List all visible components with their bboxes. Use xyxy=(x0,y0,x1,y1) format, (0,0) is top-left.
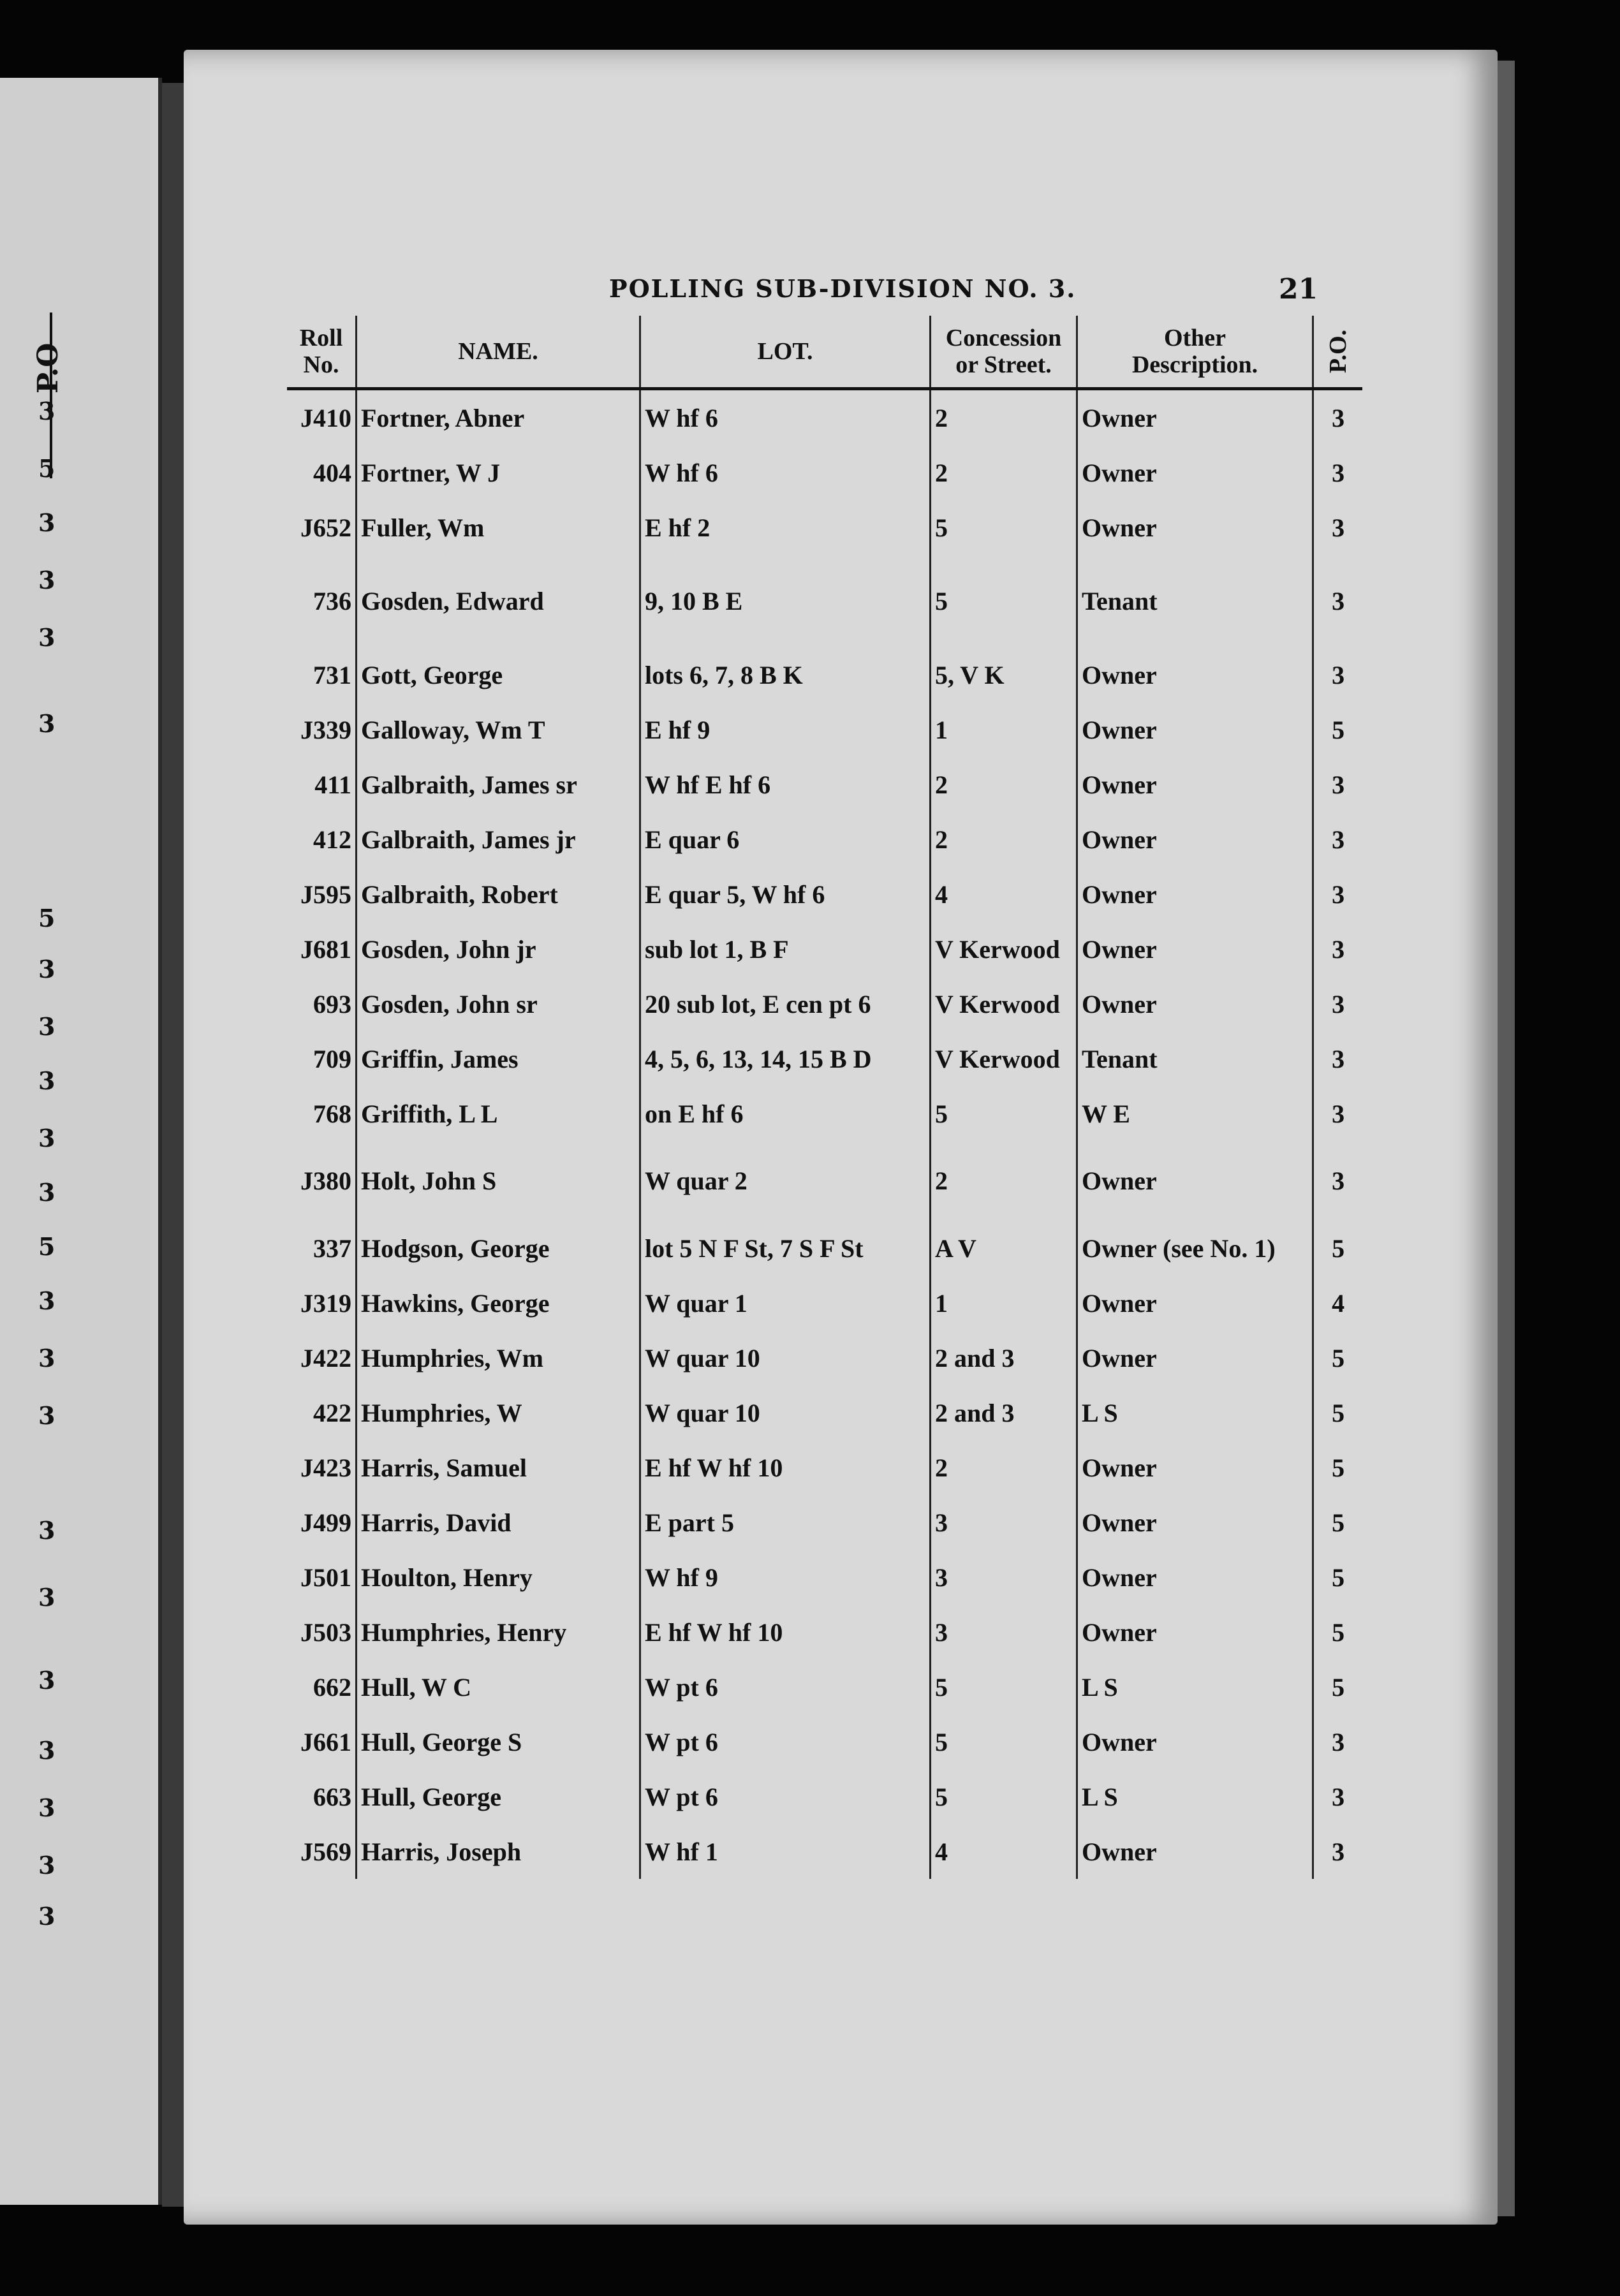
cell-concession: V Kerwood xyxy=(931,1031,1077,1086)
cell-po: 5 xyxy=(1332,1233,1345,1263)
cell-lot: W hf 6 xyxy=(640,389,931,446)
cell-po: 3 xyxy=(1332,513,1345,542)
cell-concession: 5 xyxy=(931,555,1077,647)
cell-name: Harris, David xyxy=(357,1495,640,1550)
cell-po: 5 xyxy=(1332,715,1345,744)
table-row xyxy=(287,1141,1362,1221)
left-page-po-value: 3 xyxy=(38,1066,55,1095)
cell-concession: 2 and 3 xyxy=(931,1385,1077,1440)
table-row xyxy=(287,1440,1362,1495)
cell-name: Holt, John S xyxy=(357,1141,640,1221)
cell-other-description: Owner xyxy=(1077,1550,1313,1605)
cell-po: 3 xyxy=(1332,1044,1345,1073)
cell-lot: E part 5 xyxy=(640,1495,931,1550)
cell-name: Humphries, W xyxy=(357,1385,640,1440)
table-row xyxy=(287,1824,1362,1879)
table-row xyxy=(287,1221,1362,1276)
cell-concession: 2 xyxy=(931,757,1077,812)
cell-roll-number: 411 xyxy=(287,757,357,812)
cell-concession: 5 xyxy=(931,1769,1077,1824)
cell-name: Galbraith, Robert xyxy=(357,867,640,922)
table-row xyxy=(287,1086,1362,1141)
left-page-po-label: P.O xyxy=(32,342,64,394)
cell-po: 3 xyxy=(1332,989,1345,1019)
cell-roll-number: 709 xyxy=(287,1031,357,1086)
cell-po: 5 xyxy=(1332,1453,1345,1482)
cell-other-description: Owner xyxy=(1077,757,1313,812)
cell-other-description: L S xyxy=(1077,1385,1313,1440)
cell-po: 5 xyxy=(1332,1617,1345,1647)
column-header-lot: LOT. xyxy=(640,316,931,389)
cell-concession: A V xyxy=(931,1221,1077,1276)
cell-po: 3 xyxy=(1332,403,1345,432)
cell-concession: 5 xyxy=(931,1086,1077,1141)
cell-concession: 5 xyxy=(931,1714,1077,1769)
left-page-po-value: 3 xyxy=(38,566,55,594)
book-gutter xyxy=(162,83,184,2207)
cell-other-description: W E xyxy=(1077,1086,1313,1141)
cell-po: 3 xyxy=(1332,1782,1345,1811)
cell-name: Humphries, Wm xyxy=(357,1330,640,1385)
cell-roll-number: 663 xyxy=(287,1769,357,1824)
cell-roll-number: 412 xyxy=(287,812,357,867)
table-row xyxy=(287,647,1362,702)
cell-roll-number: J423 xyxy=(287,1440,357,1495)
cell-roll-number: J410 xyxy=(287,389,357,446)
cell-roll-number: J503 xyxy=(287,1605,357,1659)
cell-concession: 3 xyxy=(931,1495,1077,1550)
left-page-po-value: 3 xyxy=(38,709,55,738)
left-page-po-value: 3 xyxy=(38,1736,55,1765)
column-header-name: NAME. xyxy=(357,316,640,389)
cell-po: 3 xyxy=(1332,660,1345,689)
left-page-po-value: 3 xyxy=(38,1793,55,1822)
cell-roll-number: J319 xyxy=(287,1276,357,1330)
cell-lot: E quar 6 xyxy=(640,812,931,867)
cell-name: Harris, Samuel xyxy=(357,1440,640,1495)
cell-other-description: Owner xyxy=(1077,702,1313,757)
table-row xyxy=(287,1330,1362,1385)
cell-roll-number: J595 xyxy=(287,867,357,922)
column-header-roll: Roll No. xyxy=(287,316,357,389)
cell-other-description: Owner xyxy=(1077,1276,1313,1330)
left-page-po-value: 5 xyxy=(38,904,55,932)
left-page-po-value: 3 xyxy=(38,1286,55,1315)
cell-roll-number: J652 xyxy=(287,500,357,555)
cell-other-description: Owner xyxy=(1077,1141,1313,1221)
cell-roll-number: J339 xyxy=(287,702,357,757)
cell-other-description: L S xyxy=(1077,1769,1313,1824)
cell-name: Galbraith, James jr xyxy=(357,812,640,867)
column-header-concession: Concession or Street. xyxy=(931,316,1077,389)
cell-po: 3 xyxy=(1332,1099,1345,1128)
table-row xyxy=(287,555,1362,647)
cell-other-description: Owner xyxy=(1077,867,1313,922)
cell-lot: E quar 5, W hf 6 xyxy=(640,867,931,922)
cell-lot: 9, 10 B E xyxy=(640,555,931,647)
cell-other-description: Owner xyxy=(1077,812,1313,867)
left-page-po-value: 3 xyxy=(38,1401,55,1430)
cell-concession: 4 xyxy=(931,867,1077,922)
left-page-po-value: 3 xyxy=(38,508,55,537)
cell-other-description: Owner xyxy=(1077,1495,1313,1550)
cell-roll-number: J380 xyxy=(287,1141,357,1221)
cell-po: 3 xyxy=(1332,1166,1345,1195)
cell-lot: W pt 6 xyxy=(640,1714,931,1769)
cell-concession: V Kerwood xyxy=(931,922,1077,976)
cell-name: Hull, W C xyxy=(357,1659,640,1714)
cell-roll-number: 404 xyxy=(287,445,357,500)
cell-concession: 4 xyxy=(931,1824,1077,1879)
table-row xyxy=(287,445,1362,500)
table-row xyxy=(287,389,1362,446)
cell-po: 3 xyxy=(1332,458,1345,487)
cell-lot: W hf 1 xyxy=(640,1824,931,1879)
table-row xyxy=(287,1659,1362,1714)
cell-po: 3 xyxy=(1332,934,1345,964)
cell-other-description: Owner xyxy=(1077,1714,1313,1769)
cell-other-description: Owner xyxy=(1077,1330,1313,1385)
cell-other-description: Owner xyxy=(1077,1824,1313,1879)
cell-po: 4 xyxy=(1332,1288,1345,1318)
cell-po: 3 xyxy=(1332,1837,1345,1866)
table-row xyxy=(287,922,1362,976)
cell-concession: 1 xyxy=(931,702,1077,757)
cell-roll-number: J501 xyxy=(287,1550,357,1605)
cell-other-description: Owner xyxy=(1077,500,1313,555)
left-page-po-value: 3 xyxy=(38,1583,55,1612)
cell-lot: on E hf 6 xyxy=(640,1086,931,1141)
cell-other-description: Owner xyxy=(1077,445,1313,500)
cell-lot: W pt 6 xyxy=(640,1659,931,1714)
cell-name: Hodgson, George xyxy=(357,1221,640,1276)
cell-lot: lot 5 N F St, 7 S F St xyxy=(640,1221,931,1276)
cell-lot: W quar 2 xyxy=(640,1141,931,1221)
cell-other-description: Owner (see No. 1) xyxy=(1077,1221,1313,1276)
cell-concession: 5, V K xyxy=(931,647,1077,702)
cell-name: Fuller, Wm xyxy=(357,500,640,555)
cell-lot: E hf 2 xyxy=(640,500,931,555)
cell-lot: sub lot 1, B F xyxy=(640,922,931,976)
cell-name: Gosden, John sr xyxy=(357,976,640,1031)
left-page-po-value: 3 xyxy=(38,1124,55,1152)
cell-name: Houlton, Henry xyxy=(357,1550,640,1605)
cell-name: Griffin, James xyxy=(357,1031,640,1086)
cell-lot: E hf W hf 10 xyxy=(640,1605,931,1659)
left-page-column-rule xyxy=(50,313,52,478)
cell-concession: 2 xyxy=(931,1440,1077,1495)
cell-name: Humphries, Henry xyxy=(357,1605,640,1659)
cell-other-description: Owner xyxy=(1077,647,1313,702)
cell-po: 5 xyxy=(1332,1508,1345,1537)
cell-other-description: L S xyxy=(1077,1659,1313,1714)
cell-concession: 1 xyxy=(931,1276,1077,1330)
cell-lot: E hf W hf 10 xyxy=(640,1440,931,1495)
cell-concession: 3 xyxy=(931,1605,1077,1659)
cell-other-description: Tenant xyxy=(1077,1031,1313,1086)
cell-other-description: Owner xyxy=(1077,389,1313,446)
cell-name: Harris, Joseph xyxy=(357,1824,640,1879)
cell-lot: E hf 9 xyxy=(640,702,931,757)
cell-name: Fortner, W J xyxy=(357,445,640,500)
left-page-po-value: 3 xyxy=(38,1178,55,1207)
cell-po: 5 xyxy=(1332,1398,1345,1427)
cell-concession: 5 xyxy=(931,500,1077,555)
cell-lot: W quar 10 xyxy=(640,1385,931,1440)
cell-lot: W hf E hf 6 xyxy=(640,757,931,812)
cell-roll-number: J499 xyxy=(287,1495,357,1550)
cell-lot: W hf 6 xyxy=(640,445,931,500)
page-number: 21 xyxy=(1279,273,1318,305)
table-row xyxy=(287,1714,1362,1769)
cell-lot: 20 sub lot, E cen pt 6 xyxy=(640,976,931,1031)
left-page-po-value: 3 xyxy=(38,1516,55,1545)
cell-po: 3 xyxy=(1332,587,1345,615)
table-row xyxy=(287,500,1362,555)
column-header-other-description: Other Description. xyxy=(1077,316,1313,389)
cell-lot: 4, 5, 6, 13, 14, 15 B D xyxy=(640,1031,931,1086)
cell-roll-number: J422 xyxy=(287,1330,357,1385)
cell-lot: W quar 1 xyxy=(640,1276,931,1330)
cell-name: Fortner, Abner xyxy=(357,389,640,446)
table-row xyxy=(287,702,1362,757)
table-row xyxy=(287,1276,1362,1330)
cell-roll-number: 662 xyxy=(287,1659,357,1714)
cell-roll-number: 337 xyxy=(287,1221,357,1276)
cell-po: 5 xyxy=(1332,1563,1345,1592)
cell-name: Hull, George xyxy=(357,1769,640,1824)
table-row xyxy=(287,867,1362,922)
cell-lot: W pt 6 xyxy=(640,1769,931,1824)
cell-concession: 2 xyxy=(931,445,1077,500)
table-row xyxy=(287,1769,1362,1824)
table-row xyxy=(287,976,1362,1031)
cell-roll-number: 731 xyxy=(287,647,357,702)
cell-roll-number: 693 xyxy=(287,976,357,1031)
cell-lot: W hf 9 xyxy=(640,1550,931,1605)
cell-concession: 5 xyxy=(931,1659,1077,1714)
table-row xyxy=(287,757,1362,812)
cell-name: Griffith, L L xyxy=(357,1086,640,1141)
cell-concession: 2 xyxy=(931,389,1077,446)
cell-roll-number: 422 xyxy=(287,1385,357,1440)
cell-roll-number: 736 xyxy=(287,555,357,647)
cell-po: 5 xyxy=(1332,1343,1345,1372)
table-row xyxy=(287,1495,1362,1550)
cell-name: Gott, George xyxy=(357,647,640,702)
cell-po: 3 xyxy=(1332,770,1345,799)
cell-concession: 2 xyxy=(931,812,1077,867)
table-row xyxy=(287,812,1362,867)
cell-roll-number: J569 xyxy=(287,1824,357,1879)
cell-other-description: Owner xyxy=(1077,1605,1313,1659)
left-page-po-value: 5 xyxy=(38,454,55,483)
left-page-po-value: 5 xyxy=(38,1232,55,1261)
voters-roll-table xyxy=(287,316,1362,1879)
cell-name: Gosden, John jr xyxy=(357,922,640,976)
cell-po: 3 xyxy=(1332,1727,1345,1756)
left-page-po-value: 3 xyxy=(38,955,55,983)
cell-concession: 2 xyxy=(931,1141,1077,1221)
cell-po: 5 xyxy=(1332,1672,1345,1702)
left-page-po-value: 3 xyxy=(38,1666,55,1695)
table-header-row xyxy=(287,316,1362,389)
cell-roll-number: J681 xyxy=(287,922,357,976)
table-row xyxy=(287,1550,1362,1605)
table-row xyxy=(287,1385,1362,1440)
left-page-po-value: 3 xyxy=(38,623,55,652)
previous-page-edge xyxy=(0,78,162,2205)
cell-concession: 2 and 3 xyxy=(931,1330,1077,1385)
cell-name: Hull, George S xyxy=(357,1714,640,1769)
cell-name: Hawkins, George xyxy=(357,1276,640,1330)
table-row xyxy=(287,1605,1362,1659)
left-page-po-value: 3 xyxy=(38,1902,55,1931)
page-heading: POLLING SUB-DIVISION NO. 3. xyxy=(609,274,1077,303)
cell-po: 3 xyxy=(1332,879,1345,909)
column-header-po: P.O. xyxy=(1313,316,1363,389)
cell-roll-number: 768 xyxy=(287,1086,357,1141)
cell-concession: 3 xyxy=(931,1550,1077,1605)
cell-other-description: Owner xyxy=(1077,922,1313,976)
cell-roll-number: J661 xyxy=(287,1714,357,1769)
cell-lot: W quar 10 xyxy=(640,1330,931,1385)
left-page-po-value: 3 xyxy=(38,1012,55,1041)
cell-other-description: Owner xyxy=(1077,1440,1313,1495)
cell-name: Gosden, Edward xyxy=(357,555,640,647)
cell-other-description: Tenant xyxy=(1077,555,1313,647)
cell-po: 3 xyxy=(1332,825,1345,854)
cell-lot: lots 6, 7, 8 B K xyxy=(640,647,931,702)
cell-name: Galbraith, James sr xyxy=(357,757,640,812)
left-page-po-value: 3 xyxy=(38,1344,55,1372)
left-page-po-value: 3 xyxy=(38,397,55,425)
left-page-po-value: 3 xyxy=(38,1851,55,1880)
cell-other-description: Owner xyxy=(1077,976,1313,1031)
cell-concession: V Kerwood xyxy=(931,976,1077,1031)
cell-name: Galloway, Wm T xyxy=(357,702,640,757)
table-row xyxy=(287,1031,1362,1086)
